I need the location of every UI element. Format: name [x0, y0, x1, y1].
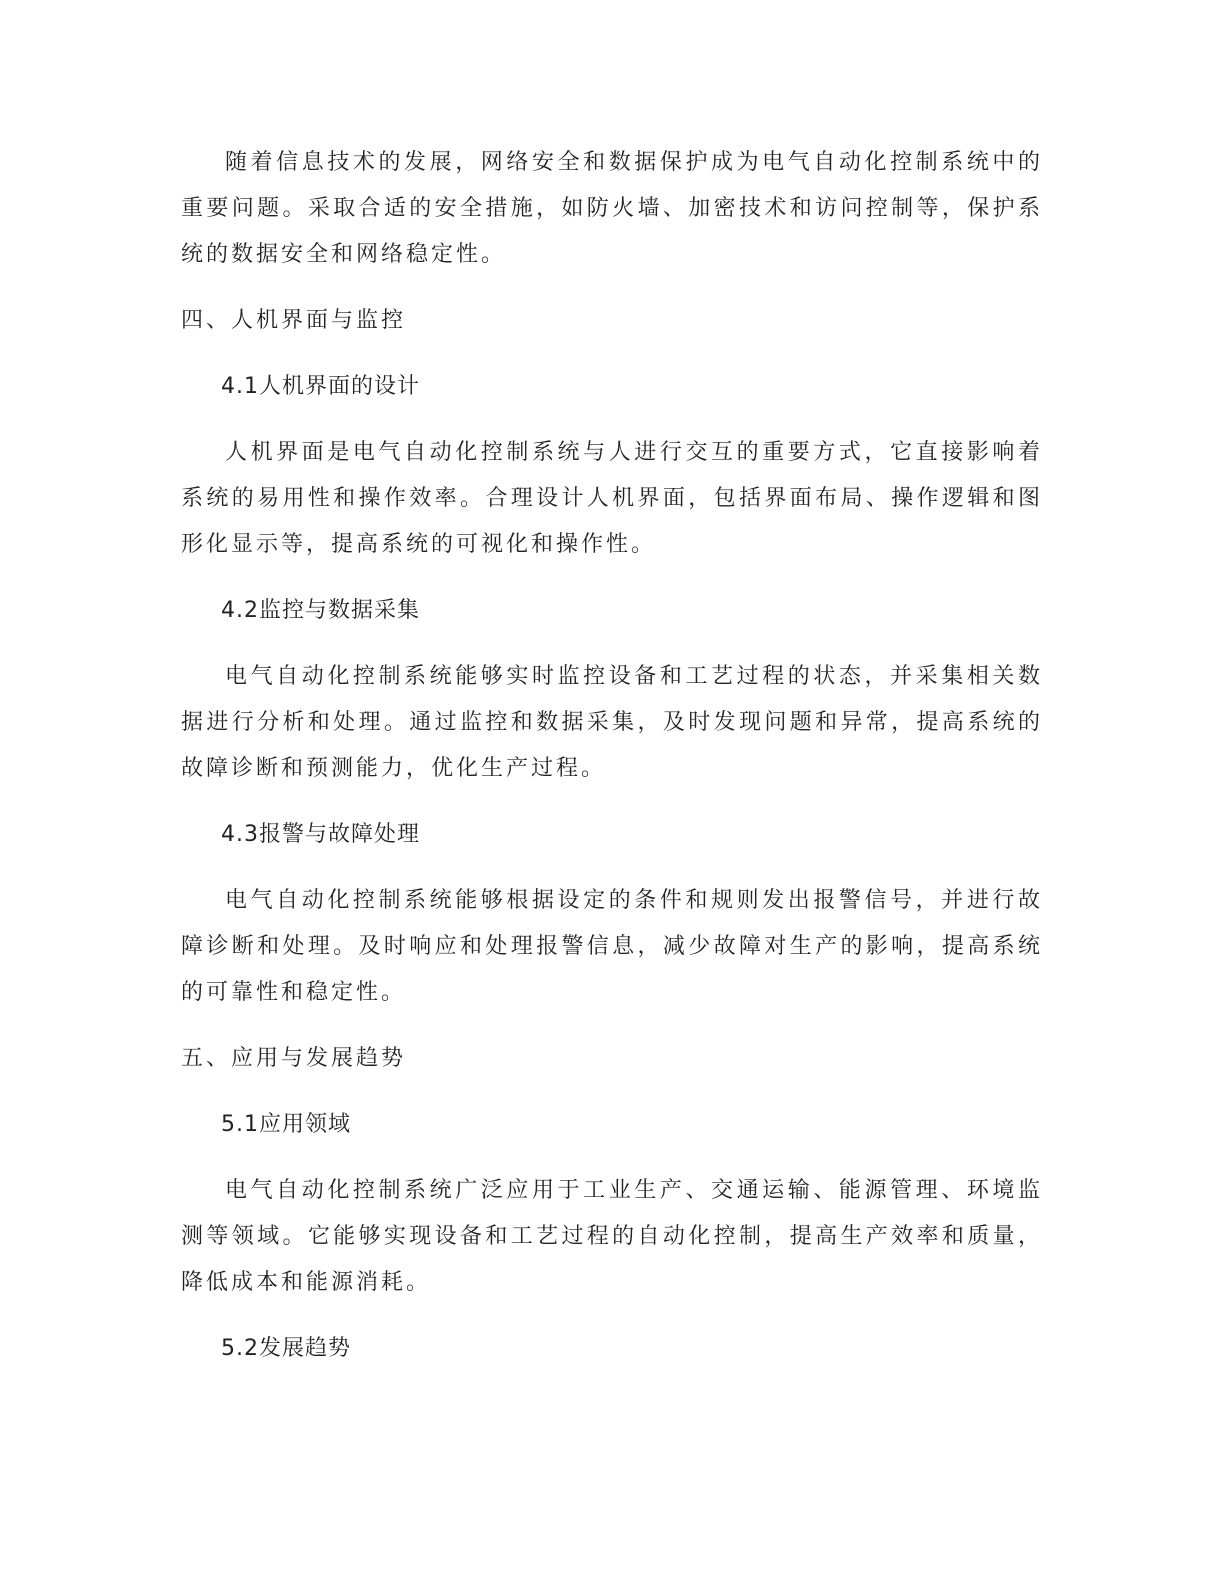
paragraph-monitoring-data: 电气自动化控制系统能够实时监控设备和工艺过程的状态，并采集相关数据进行分析和处理。通过监控和数据采集，及时发现问题和异常，提高系统的故障诊断和预测能力，优化生产过程。 — [181, 664, 1043, 781]
document-page — [181, 140, 1043, 1372]
section-heading-hmi-monitoring: 四、人机界面与监控 — [181, 308, 407, 333]
subsection-heading-monitoring-data: 4.2监控与数据采集 — [221, 598, 420, 623]
paragraph-hmi-design: 人机界面是电气自动化控制系统与人进行交互的重要方式，它直接影响着系统的易用性和操作效率。合理设计人机界面，包括界面布局、操作逻辑和图形化显示等，提高系统的可视化和操作性。 — [181, 440, 1043, 557]
subsection-heading-hmi-design: 4.1人机界面的设计 — [221, 374, 420, 399]
section-heading-applications-trends: 五、应用与发展趋势 — [181, 1046, 407, 1071]
paragraph-network-security: 随着信息技术的发展，网络安全和数据保护成为电气自动化控制系统中的重要问题。采取合适的安全措施，如防火墙、加密技术和访问控制等，保护系统的数据安全和网络稳定性。 — [181, 150, 1043, 267]
subsection-heading-application-fields: 5.1应用领域 — [221, 1112, 351, 1137]
paragraph-alarm-fault: 电气自动化控制系统能够根据设定的条件和规则发出报警信号，并进行故障诊断和处理。及时响应和处理报警信息，减少故障对生产的影响，提高系统的可靠性和稳定性。 — [181, 888, 1043, 1005]
subsection-heading-development-trends: 5.2发展趋势 — [221, 1336, 351, 1361]
paragraph-application-fields: 电气自动化控制系统广泛应用于工业生产、交通运输、能源管理、环境监测等领域。它能够实现设备和工艺过程的自动化控制，提高生产效率和质量，降低成本和能源消耗。 — [181, 1178, 1043, 1295]
subsection-heading-alarm-fault: 4.3报警与故障处理 — [221, 822, 420, 847]
